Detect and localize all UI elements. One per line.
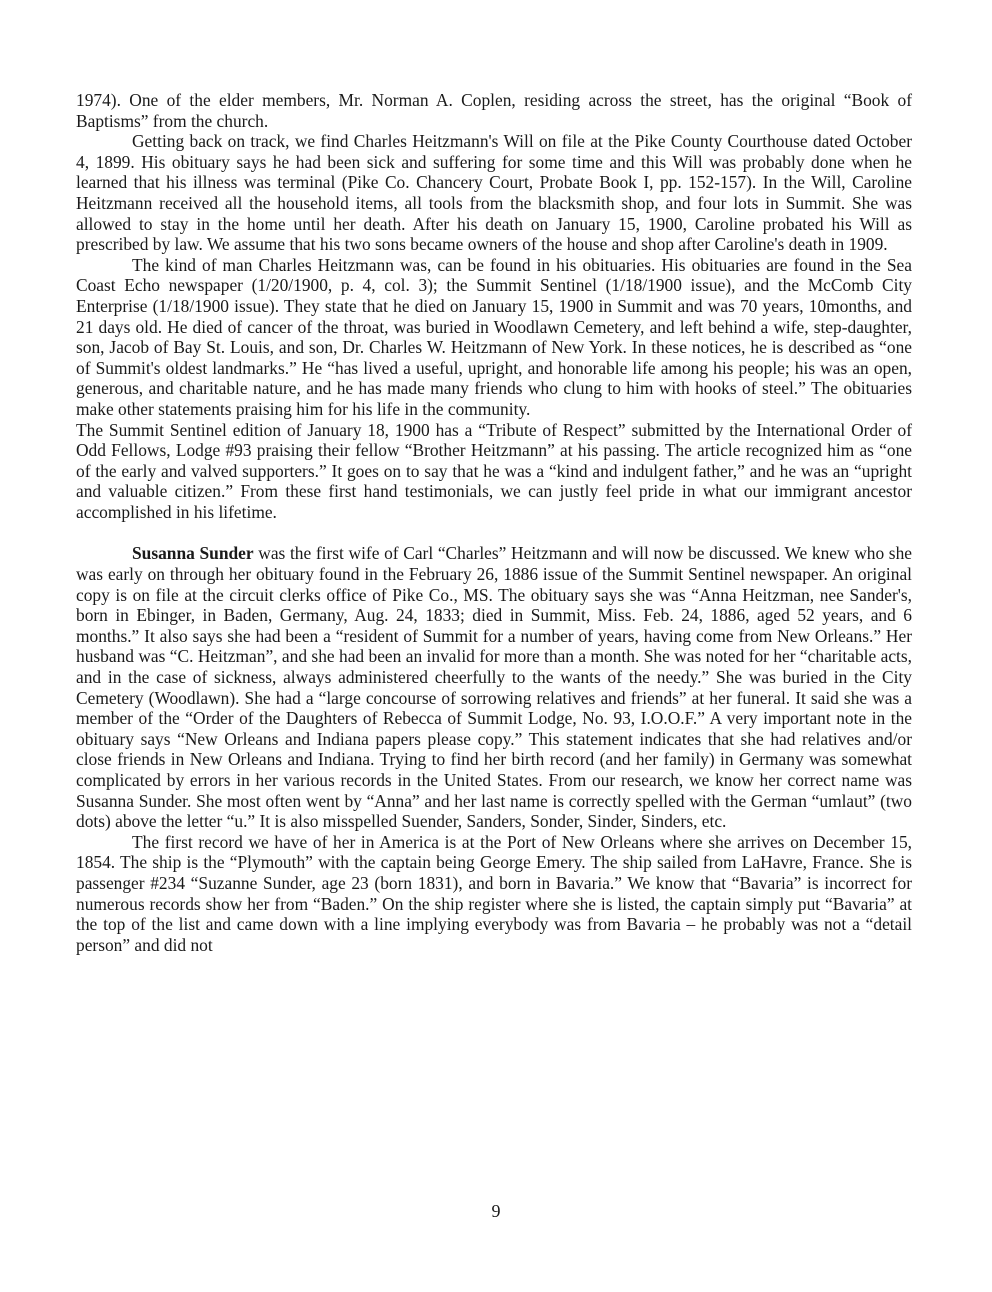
- paragraph-5: [76, 543, 912, 831]
- paragraph-6: The first record we have of her in America is at the Port of New Orleans where she arrives on December 15, 1854. The ship is the “Plymouth” with the captain being George Emery. The ship sailed from LaHavre, France. She is passenger #234 “Suzanne Sunder, age 23 (born 1831), and born in Bavaria.” We know that “Bavaria” is incorrect for numerous records show her from “Baden.” On the ship register where she is listed, the captain simply put “Bavaria” at the top of the list and came down with a line implying everybody was from Bavaria – he probably was not a “detail person” and did not: [76, 831, 912, 955]
- paragraph-4: The Summit Sentinel edition of January 18, 1900 has a “Tribute of Respect” submitted by the International Order of Odd Fellows, Lodge #93 praising their fellow “Brother Heitzmann” at his passing. The article recognized him as “one of the early and valved supporters.” It goes on to say that he was a “kind and indulgent father,” and he was an “upright and valuable citizen.” From these first hand testimonials, we can justly feel pride in what our immigrant ancestor accomplished in his lifetime.: [76, 419, 912, 522]
- paragraph-1: 1974). One of the elder members, Mr. Norman A. Coplen, residing across the street, has the original “Book of Baptisms” from the church.: [76, 90, 912, 131]
- paragraph-5-text: was the first wife of Carl “Charles” Heitzmann and will now be discussed. We knew who she was early on through her obituary found in the February 26, 1886 issue of the Summit Sentinel newspaper. An original copy is on file at the circuit clerks office of Pike Co., MS. The obituary says she was “Anna Heitzman, nee Sander's, born in Ebinger, in Baden, Germany, Aug. 24, 1833; died in Summit, Miss. Feb. 24, 1886, aged 52 years, and 6 months.” It also says she had been a “resident of Summit for a number of years, having come from New Orleans.” Her husband was “C. Heitzman”, and she had been an invalid for more than a month. She was noted for her “charitable acts, and in the case of sickness, always administered cheerfully to the wants of the needy.” She was buried in the City Cemetery (Woodlawn). She had a “large concourse of sorrowing relatives and friends” at her funeral. It said she was a member of the “Order of the Daughters of Rebecca of Summit Lodge, No. 93, I.O.O.F.” A very important note in the obituary says “New Orleans and Indiana papers please copy.” This statement indicates that she had relatives and/or close friends in New Orleans and Indiana. Trying to find her birth record (and her family) in Germany was somewhat complicated by errors in her various records in the United States. From our research, we know her correct name was Susanna Sunder. She most often went by “Anna” and her last name is correctly spelled with the German “umlaut” (two dots) above the letter “u.” It is also misspelled Suender, Sanders, Sonder, Sinder, Sinders, etc.: [76, 543, 912, 832]
- bold-name-susanna-sunder: Susanna Sunder: [132, 543, 254, 564]
- paragraph-3: The kind of man Charles Heitzmann was, can be found in his obituaries. His obituaries are found in the Sea Coast Echo newspaper (1/20/1900, p. 4, col. 3); the Summit Sentinel (1/18/1900 issue), and the McComb City Enterprise (1/18/1900 issue). They state that he died on January 15, 1900 in Summit and was 70 years, 10months, and 21 days old. He died of cancer of the throat, was buried in Woodlawn Cemetery, and left behind a wife, step-daughter, son, Jacob of Bay St. Louis, and son, Dr. Charles W. Heitzmann of New York. In these notices, he is described as “one of Summit's oldest landmarks.” He “has lived a useful, upright, and honorable life among his people; his was an open, generous, and charitable nature, and he has made many friends who clung to him with hooks of steel.” The obituaries make other statements praising him for his life in the community.: [76, 254, 912, 419]
- document-body: [76, 90, 912, 955]
- page-number: 9: [491, 1201, 501, 1221]
- paragraph-2: Getting back on track, we find Charles Heitzmann's Will on file at the Pike County Courthouse dated October 4, 1899. His obituary says he had been sick and suffering for some time and this Will was probably done when he learned that his illness was terminal (Pike Co. Chancery Court, Probate Book I, pp. 152-157). In the Will, Caroline Heitzmann received all the household items, all tools from the blacksmith shop, and four lots in Summit. She was allowed to stay in the home until her death. After his death on January 15, 1900, Caroline probated his Will as prescribed by law. We assume that his two sons became owners of the house and shop after Caroline's death in 1909.: [76, 131, 912, 255]
